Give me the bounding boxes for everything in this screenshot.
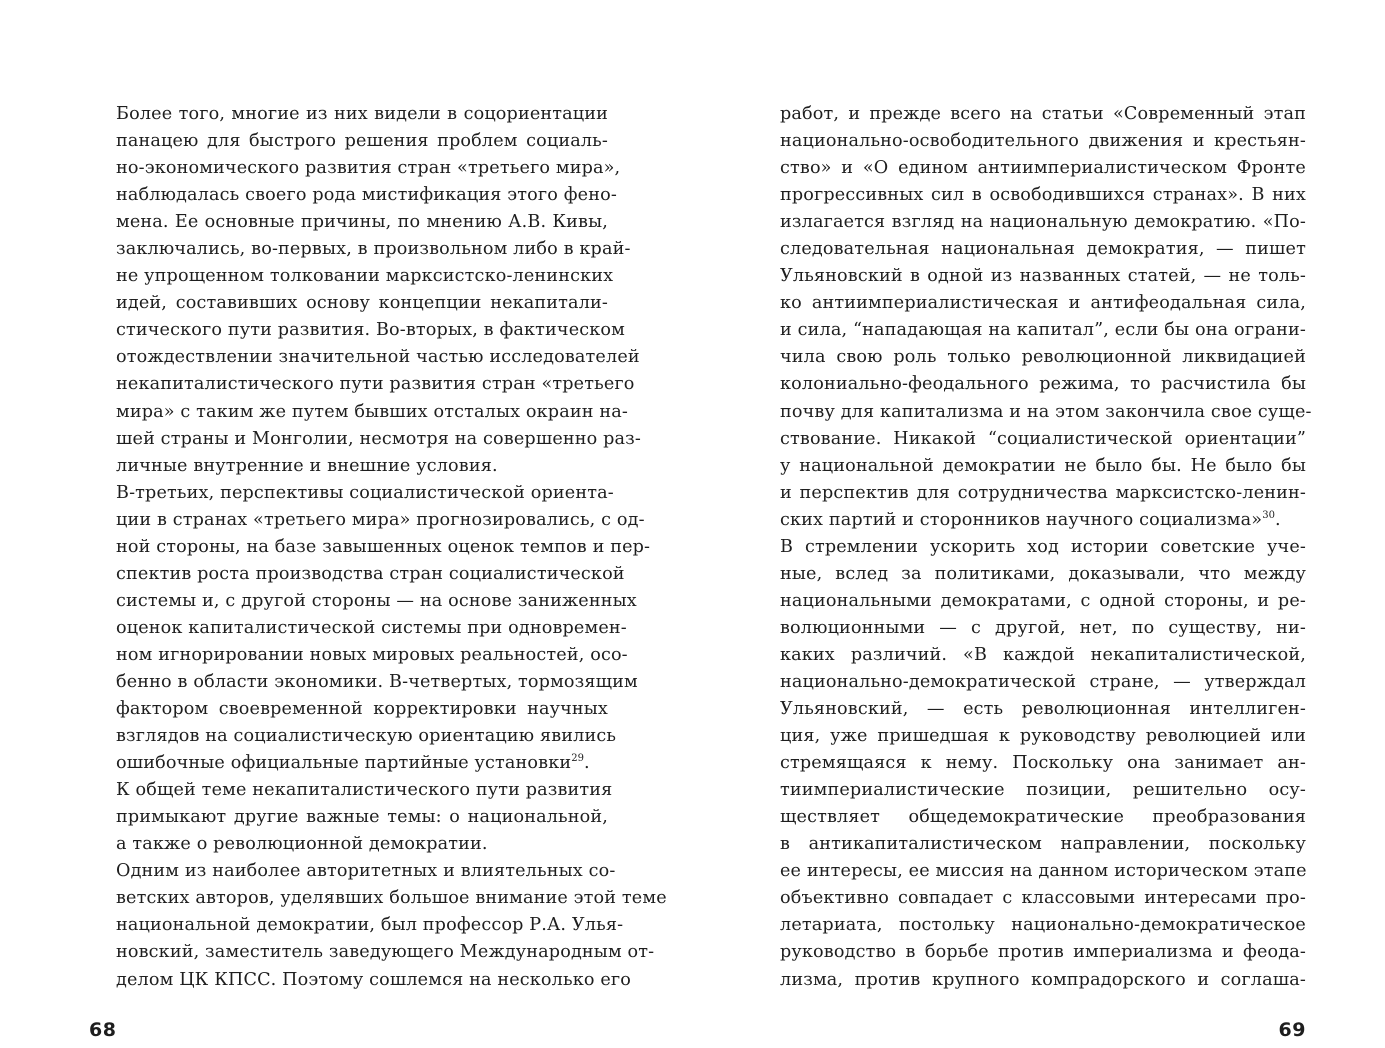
text-line: [780, 750, 1306, 777]
text-line: [116, 263, 614, 290]
text-line-content: национально-демократической стране, — утверждал: [780, 671, 1306, 692]
text-line: [780, 128, 1306, 155]
text-line: [116, 399, 628, 426]
text-line: [116, 480, 614, 507]
text-line: [780, 236, 1306, 263]
text-line-content: национальной демократии, был профессор Р.А. Улья-: [116, 915, 624, 936]
text-line: [116, 534, 651, 561]
text-line-content: примыкают другие важные темы: о национальной,: [116, 807, 608, 828]
text-line: [116, 561, 625, 588]
text-line: [780, 155, 1306, 182]
text-line: [780, 534, 1306, 561]
text-line-content: системы и, с другой стороны — на основе заниженных: [116, 590, 637, 611]
text-line: [116, 967, 632, 994]
page-number: 68: [89, 1019, 117, 1041]
text-line-content: ство» и «О едином антиимпериалистическом Фронте: [780, 158, 1306, 179]
text-line: [780, 507, 1306, 534]
text-line-content: и перспектив для сотрудничества марксистско-ленин-: [780, 482, 1306, 503]
text-line: [116, 507, 645, 534]
text-line: [780, 831, 1306, 858]
text-line-content: ные, вслед за политиками, доказывали, что между: [780, 563, 1306, 584]
text-line-content: шей страны и Монголии, несмотря на совершенно раз-: [116, 428, 642, 449]
text-line-content: национально-освободительного движения и крестьян-: [780, 131, 1306, 152]
text-line-content: колониально-феодального режима, то расчистила бы: [780, 374, 1306, 395]
text-line: [780, 344, 1306, 371]
text-line: [780, 696, 1306, 723]
text-line-tail: .: [584, 753, 590, 774]
text-line-content: ществляет общедемократические преобразования: [780, 807, 1306, 828]
text-line: [780, 912, 1306, 939]
text-line: [780, 263, 1306, 290]
text-line-content: фактором своевременной корректировки научных: [116, 699, 608, 720]
text-line: [780, 480, 1306, 507]
text-line: [780, 858, 1306, 885]
text-line-content: ошибочные официальные партийные установки: [116, 753, 572, 774]
text-line-content: личные внутренние и внешние условия.: [116, 455, 498, 476]
text-line-content: некапиталистического пути развития стран «третьего: [116, 374, 635, 395]
text-line-content: лизма, против крупного компрадорского и соглаша-: [780, 969, 1306, 990]
text-line-content: почву для капитализма и на этом закончила свое суще-: [780, 401, 1312, 422]
text-line: [780, 453, 1306, 480]
text-line-tail: .: [1274, 509, 1281, 530]
text-line: [116, 371, 635, 398]
text-line: [116, 831, 608, 858]
page-number: 69: [1278, 1019, 1306, 1041]
right-page-text: [780, 101, 1312, 994]
text-line-content: отождествлении значительной частью исследователей: [116, 347, 640, 368]
text-line-content: национальными демократами, с одной стороны, и ре-: [780, 590, 1306, 611]
text-line: [116, 155, 621, 182]
text-line-content: В стремлении ускорить ход истории советские уче-: [780, 536, 1306, 557]
text-line-content: наблюдалась своего рода мистификация этого фено-: [116, 185, 617, 206]
text-line: [116, 858, 616, 885]
text-line-content: чила свою роль только революционной ликвидацией: [780, 347, 1306, 368]
text-line-content: у национальной демократии не было бы. Не было бы: [780, 455, 1306, 476]
text-line-content: летариата, постольку национально-демократическое: [780, 915, 1306, 936]
text-line-content: оценок капиталистической системы при одновремен-: [116, 617, 627, 638]
text-line: [116, 669, 638, 696]
text-line-content: и сила, “нападающая на капитал”, если бы она ограни-: [780, 320, 1306, 341]
text-line: [780, 399, 1312, 426]
text-line-content: бенно в области экономики. В-четвертых, тормозящим: [116, 671, 638, 692]
text-line: [116, 128, 608, 155]
text-line: [116, 236, 631, 263]
text-line-content: объективно совпадает с классовыми интересами про-: [780, 888, 1306, 909]
text-line-content: тиимпериалистические позиции, решительно осу-: [780, 780, 1306, 801]
footnote-ref: 30: [1262, 509, 1275, 521]
text-line: [116, 777, 613, 804]
text-line: [780, 885, 1306, 912]
text-line: [780, 101, 1306, 128]
text-line: [780, 209, 1306, 236]
text-line: [780, 939, 1306, 966]
text-line: [116, 453, 608, 480]
text-line: [116, 939, 655, 966]
text-line-content: ция, уже пришедшая к руководству революцией или: [780, 726, 1306, 747]
text-line-content: Ульяновский в одной из названных статей, — не толь-: [780, 266, 1306, 287]
text-line-content: а также о революционной демократии.: [116, 834, 488, 855]
text-line-content: стремящаяся к нему. Поскольку она занимает ан-: [780, 753, 1306, 774]
text-line-content: ветских авторов, уделявших большое внимание этой теме: [116, 888, 667, 909]
text-line: [116, 182, 617, 209]
text-line: [780, 371, 1306, 398]
right-page: [780, 0, 1312, 1048]
text-line-content: взглядов на социалистическую ориентацию явились: [116, 726, 617, 747]
text-line-content: делом ЦК КПСС. Поэтому сошлемся на несколько его: [116, 969, 632, 990]
text-line-content: Одним из наиболее авторитетных и влиятельных со-: [116, 861, 616, 882]
text-line: [780, 804, 1306, 831]
text-line-content: но-экономического развития стран «третьего мира»,: [116, 158, 621, 179]
text-line: [780, 615, 1306, 642]
text-line: [116, 912, 624, 939]
text-line: [116, 804, 608, 831]
text-line-content: спектив роста производства стран социалистической: [116, 563, 625, 584]
text-line-content: Ульяновский, — есть революционная интеллиген-: [780, 699, 1306, 720]
text-line-content: К общей теме некапиталистического пути развития: [116, 780, 613, 801]
text-line-content: следовательная национальная демократия, — пишет: [780, 239, 1306, 260]
left-page-text: [116, 101, 667, 994]
text-line-content: работ, и прежде всего на статьи «Современный этап: [780, 104, 1306, 124]
text-line: [780, 182, 1306, 209]
text-line: [116, 750, 608, 777]
text-line-content: мена. Ее основные причины, по мнению А.В. Кивы,: [116, 212, 608, 233]
text-line: [780, 777, 1306, 804]
text-line: [116, 426, 642, 453]
text-line-content: ее интересы, ее миссия на данном историческом этапе: [780, 861, 1307, 882]
text-line-content: В-третьих, перспективы социалистической ориента-: [116, 482, 614, 503]
text-line: [780, 642, 1306, 669]
text-line: [780, 723, 1306, 750]
text-line: [780, 967, 1306, 994]
text-line: [116, 723, 617, 750]
text-line-content: каких различий. «В каждой некапиталистической,: [780, 644, 1306, 665]
text-line-content: панацею для быстрого решения проблем социаль-: [116, 131, 608, 152]
text-line: [116, 885, 667, 912]
text-line-content: Более того, многие из них видели в соцориентации: [116, 104, 608, 124]
text-line-content: идей, составивших основу концепции некапитали-: [116, 293, 608, 314]
text-line: [116, 642, 628, 669]
left-page: [89, 0, 667, 1048]
text-line-content: ствование. Никакой “социалистической ориентации”: [780, 428, 1306, 449]
text-line: [116, 615, 627, 642]
text-line-content: руководство в борьбе против империализма и феода-: [780, 942, 1306, 963]
text-line-content: ции в странах «третьего мира» прогнозировались, с од-: [116, 509, 645, 530]
text-line: [780, 317, 1306, 344]
text-line: [780, 561, 1306, 588]
text-line: [780, 290, 1306, 317]
text-line: [780, 669, 1306, 696]
text-line-content: ко антиимпериалистическая и антифеодальная сила,: [780, 293, 1306, 314]
text-line-content: прогрессивных сил в освободившихся странах». В них: [780, 185, 1306, 206]
text-line: [116, 209, 608, 236]
footnote-ref: 29: [571, 753, 584, 765]
text-line-content: излагается взгляд на национальную демократию. «По-: [780, 212, 1306, 233]
text-line-content: мира» с таким же путем бывших отсталых окраин на-: [116, 401, 628, 422]
text-line-content: в антикапиталистическом направлении, поскольку: [780, 834, 1306, 855]
text-line-content: стического пути развития. Во-вторых, в фактическом: [116, 320, 626, 341]
text-line-content: ских партий и сторонников научного социализма»: [780, 509, 1263, 530]
text-line-content: новский, заместитель заведующего Международным от-: [116, 942, 655, 963]
text-line-content: не упрощенном толковании марксистско-ленинских: [116, 266, 614, 287]
text-line: [116, 290, 608, 317]
text-line: [116, 696, 608, 723]
text-line-content: ном игнорировании новых мировых реальностей, осо-: [116, 644, 628, 665]
text-line: [780, 588, 1306, 615]
text-line: [780, 426, 1306, 453]
text-line-content: ной стороны, на базе завышенных оценок темпов и пер-: [116, 536, 651, 557]
text-line: [116, 101, 608, 128]
text-line-content: волюционными — с другой, нет, по существу, ни-: [780, 617, 1306, 638]
text-line: [116, 317, 626, 344]
text-line: [116, 344, 640, 371]
text-line: [116, 588, 637, 615]
text-line-content: заключались, во-первых, в произвольном либо в край-: [116, 239, 631, 260]
